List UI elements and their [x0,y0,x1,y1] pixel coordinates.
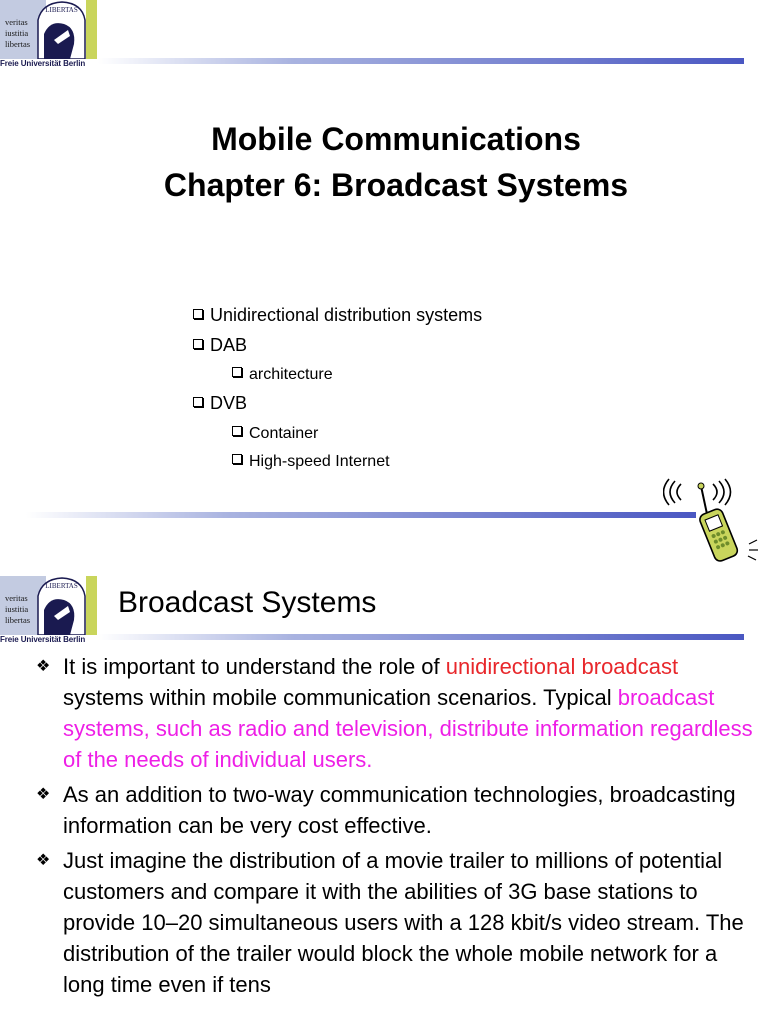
university-name: Freie Universität Berlin [0,59,86,68]
fu-berlin-logo [0,0,98,72]
checkbox-bullet-icon [193,339,203,349]
seal-icon [34,576,88,635]
checkbox-bullet-icon [193,397,203,407]
checkbox-bullet-icon [232,426,242,436]
outline-item: DAB [193,335,247,356]
fu-berlin-logo [0,576,98,648]
university-name: Freie Universität Berlin [0,635,86,644]
bullet-list [36,651,756,1004]
outline-item: Unidirectional distribution systems [193,305,482,326]
slide-title: Mobile Communications Chapter 6: Broadcast Systems [163,121,629,203]
checkbox-bullet-icon [232,454,242,464]
diamond-bullet-icon: ❖ [36,852,51,869]
bullet-item: ❖ It is important to understand the role of unidirectional broadcast systems within mobile communication scenarios. Typical broadcast systems, such as radio and television, distribute information regardless of the needs of individual users. [36,651,756,775]
logo-motto: veritas iustitia libertas [5,593,31,625]
slide-title: Broadcast Systems [118,586,377,619]
outline-item: DVB [193,393,247,414]
svg-text:LIBERTAS: LIBERTAS [45,582,78,590]
checkbox-bullet-icon [232,367,242,377]
svg-text:LIBERTAS: LIBERTAS [45,6,78,14]
header-rule [98,634,744,640]
outline-subitem: High-speed Internet [232,453,390,471]
diamond-bullet-icon: ❖ [36,786,51,803]
footer-rule [26,512,696,518]
bullet-item: ❖ Just imagine the distribution of a movie trailer to millions of potential customers and compare it with the abilities of 3G base stations to provide 10–20 simultaneous users with a 128 kbit/s video stream. The distribution of the trailer would block the whole mobile network for a long time even if tens [36,845,756,1000]
checkbox-bullet-icon [193,309,203,319]
mobile-phone-ringing-icon [663,474,759,570]
bullet-item: ❖ As an addition to two-way communication technologies, broadcasting information can be very cost effective. [36,779,756,841]
logo-motto: veritas iustitia libertas [5,17,31,49]
header-rule [98,58,744,64]
seal-icon [34,0,88,59]
diamond-bullet-icon: ❖ [36,658,51,675]
outline-subitem: Container [232,425,318,443]
outline-subitem: architecture [232,366,333,384]
